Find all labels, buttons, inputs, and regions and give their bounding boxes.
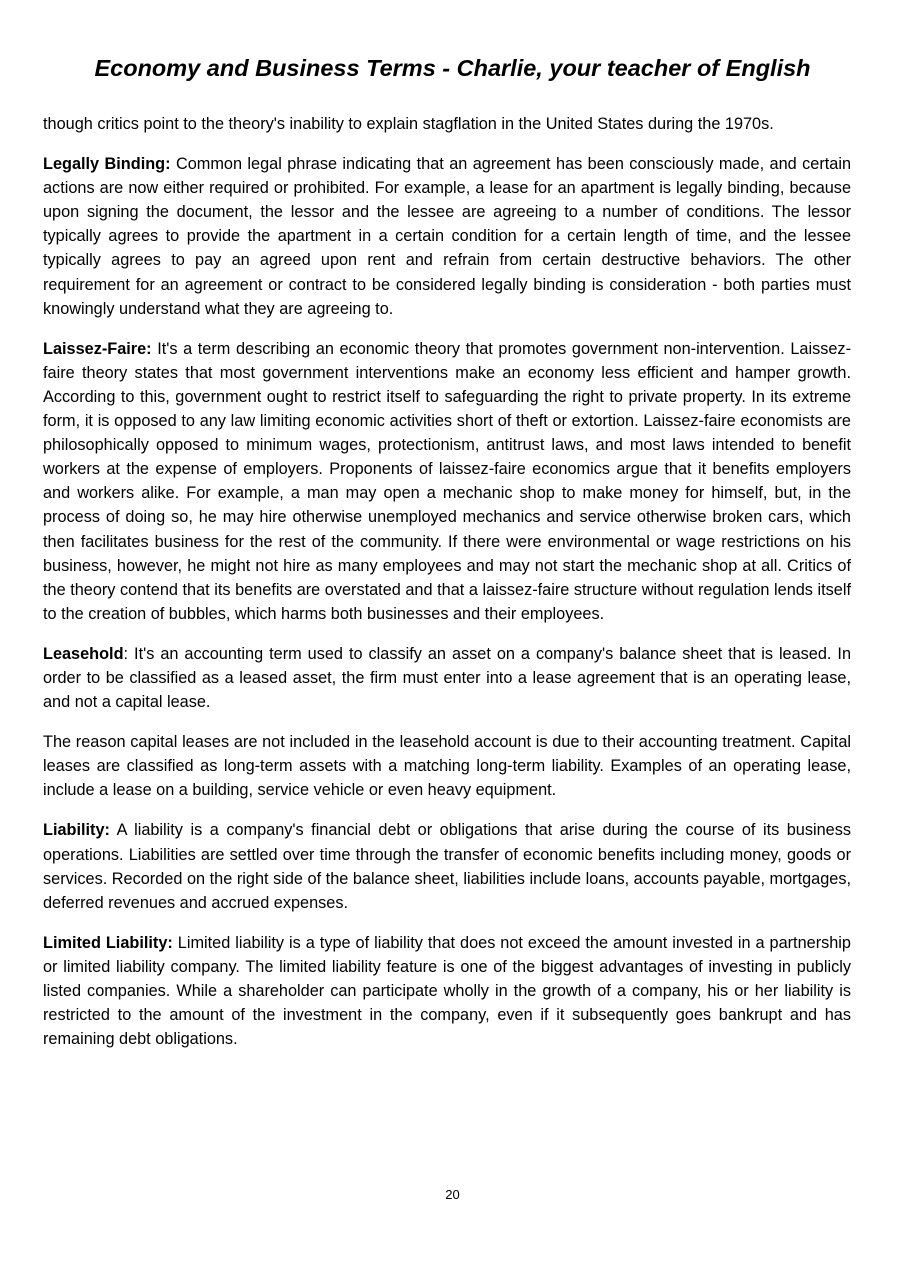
paragraph-leasehold <box>43 642 851 714</box>
term-heading: Legally Binding: <box>43 155 171 174</box>
paragraph-stagflation-continuation <box>43 112 851 136</box>
paragraph-text: A liability is a company's financial debt or obligations that arise during the course of its business operations. Liabilities are settled over time through the transfer of economic benefits including money, goods or services. Recorded on the right side of the balance sheet, liabilities include loans, accounts payable, mortgages, deferred revenues and accrued expenses. <box>43 821 852 912</box>
paragraph-legally-binding <box>43 152 851 321</box>
page-number: 20 <box>445 1187 460 1202</box>
term-separator: : <box>123 644 135 663</box>
document-body <box>43 112 851 1067</box>
term-separator <box>110 821 117 839</box>
paragraph-text: Common legal phrase indicating that an agreement has been consciously made, and certain actions are now either required or prohibited. For example, a lease for an apartment is legally binding, because upon signing the document, the lessor and the lessee are agreeing to a number of conditions. The lessor typically agrees to provide the apartment in a certain condition for a certain length of time, and the lessee typically agrees to pay an agreed upon rent and refrain from certain destructive behaviors. The other requirement for an agreement or contract to be considered legally binding is consideration - both parties must knowingly understand what they are agreeing to. <box>43 155 851 318</box>
paragraph-text: The reason capital leases are not included in the leasehold account is due to their accounting treatment. Capital leases are classified as long-term assets with a matching long-term liability. Examples of an operating lease, include a lease on a building, service vehicle or even heavy equipment. <box>43 733 851 800</box>
paragraph-text: Limited liability is a type of liability that does not exceed the amount invested in a partnership or limited liability company. The limited liability feature is one of the biggest advantages of investing in publicly listed companies. While a shareholder can participate wholly in the growth of a company, his or her liability is restricted to the amount of the investment in the company, even if it subsequently goes bankrupt and has remaining debt obligations. <box>43 933 851 1049</box>
paragraph-limited-liability <box>43 931 851 1051</box>
paragraph-text: It's an accounting term used to classify an asset on a company's balance sheet that is leased. In order to be classified as a leased asset, the firm must enter into a lease agreement that is an operating lease, and not a capital lease. <box>43 644 851 712</box>
term-heading: Liability: <box>43 821 110 840</box>
paragraph-liability <box>43 818 851 914</box>
paragraph-capital-leases <box>43 730 851 802</box>
term-heading: Laissez-Faire: <box>43 339 152 358</box>
page-title: Economy and Business Terms - Charlie, your teacher of English <box>94 55 811 81</box>
paragraph-text: It's a term describing an economic theory that promotes government non-intervention. Laissez-faire theory states that most government interventions make an economy less efficient and hamper growth. According to this, government ought to restrict itself to safeguarding the right to private property. In its extreme form, it is opposed to any law limiting economic activities short of theft or extortion. Laissez-faire economists are philosophically opposed to minimum wages, protectionism, antitrust laws, and most laws intended to benefit workers at the expense of employers. Proponents of laissez-faire economics argue that it benefits employers and workers alike. For example, a man may open a mechanic shop to make money for himself, but, in the process of doing so, he may hire otherwise unemployed mechanics and service otherwise broken cars, which then facilitates business for the rest of the community. If there were environmental or wage restrictions on his business, however, he might not hire as many employees and may not start the mechanic shop at all. Critics of the theory contend that its benefits are overstated and that a laissez-faire structure without regulation lends itself to the creation of bubbles, which harms both businesses and their employees. <box>43 339 851 623</box>
paragraph-laissez-faire <box>43 337 851 626</box>
term-heading: Leasehold <box>43 644 124 663</box>
term-heading: Limited Liability: <box>43 933 173 952</box>
paragraph-text: though critics point to the theory's inability to explain stagflation in the United States during the 1970s. <box>43 115 774 133</box>
